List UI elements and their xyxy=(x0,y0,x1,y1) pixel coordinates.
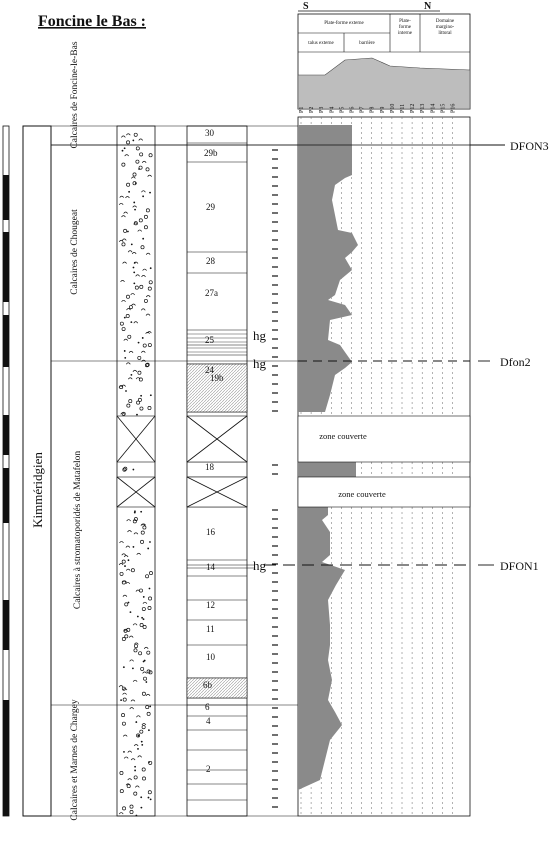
shell-symbol xyxy=(119,813,123,815)
bed-number: 18 xyxy=(205,462,214,472)
grain-symbol xyxy=(142,195,144,197)
grain-symbol xyxy=(137,616,139,618)
unit-chargey: Calcaires et Marnes de Chargey xyxy=(70,699,80,821)
environment-curve-panel xyxy=(298,117,470,816)
formation-units xyxy=(51,41,298,820)
grain-symbol xyxy=(134,766,136,768)
shell-symbol xyxy=(133,680,137,682)
shell-symbol xyxy=(137,553,141,555)
shell-symbol xyxy=(131,177,135,179)
shell-symbol xyxy=(126,546,130,548)
env-barrier: barrière xyxy=(359,41,375,46)
grain-symbol xyxy=(150,394,152,396)
grain-symbol xyxy=(135,721,137,723)
grain-symbol xyxy=(140,395,142,397)
ooid-symbol xyxy=(139,378,142,381)
ooid-symbol xyxy=(122,163,125,166)
bed-number: 12 xyxy=(206,600,215,610)
column-label: P1 xyxy=(299,106,305,113)
sequence-dfon3: DFON3 xyxy=(510,139,549,153)
grain-symbol xyxy=(120,699,122,701)
ooid-symbol xyxy=(127,404,130,407)
hardground-label: hg xyxy=(253,356,266,371)
shell-symbol xyxy=(141,309,145,311)
shell-symbol xyxy=(136,716,140,718)
ooid-symbol xyxy=(142,607,145,610)
ooid-symbol xyxy=(133,173,136,176)
column-label: P9 xyxy=(379,106,386,113)
grain-symbol xyxy=(127,231,129,233)
shell-symbol xyxy=(123,693,127,695)
ooid-symbol xyxy=(141,531,144,534)
shell-symbol xyxy=(123,595,127,597)
grain-symbol xyxy=(140,807,142,809)
ooid-symbol xyxy=(142,692,145,695)
ooid-symbol xyxy=(134,792,137,795)
grain-symbol xyxy=(134,262,136,264)
shell-symbol xyxy=(127,520,131,522)
shell-symbol xyxy=(146,314,150,316)
ooid-symbol xyxy=(127,628,130,631)
ooid-symbol xyxy=(122,327,125,330)
shell-symbol xyxy=(146,694,150,696)
ooid-symbol xyxy=(140,153,143,156)
grain-symbol xyxy=(130,611,132,613)
ooid-symbol xyxy=(130,810,133,813)
south-label: S xyxy=(303,1,309,12)
scale-bar xyxy=(3,126,9,816)
ooid-symbol xyxy=(139,652,142,655)
column-label: P4 xyxy=(329,106,336,113)
shell-symbol xyxy=(144,647,148,649)
ooid-symbol xyxy=(148,597,151,600)
grain-symbol xyxy=(133,546,135,548)
ooid-symbol xyxy=(147,712,150,715)
ooid-symbol xyxy=(123,698,126,701)
grain-symbol xyxy=(133,202,135,204)
ooid-symbol xyxy=(123,229,126,232)
ooid-symbol xyxy=(136,147,139,150)
shell-symbol xyxy=(143,269,147,271)
grain-symbol xyxy=(133,267,135,269)
bed-number: 19b xyxy=(210,373,224,383)
ooid-symbol xyxy=(122,722,125,725)
ooid-symbol xyxy=(122,807,125,810)
grain-symbol xyxy=(149,706,151,708)
ooid-symbol xyxy=(131,569,134,572)
bed-number: 14 xyxy=(206,562,215,572)
grain-symbol xyxy=(132,469,134,471)
ooid-symbol xyxy=(138,371,141,374)
grain-symbol xyxy=(142,238,144,240)
unit-matafelon: Calcaires à stromatoporidés de Matafelon xyxy=(73,450,83,610)
figure-title: Foncine le Bas : xyxy=(38,13,146,30)
env-outer-platform: Plate-forme externe xyxy=(324,21,364,26)
grain-symbol xyxy=(132,140,134,142)
column-label: P10 xyxy=(389,103,396,113)
shell-symbol xyxy=(148,175,152,177)
ooid-symbol xyxy=(134,645,137,648)
bed-number: 2 xyxy=(206,764,211,774)
grain-symbol xyxy=(143,661,145,663)
ooid-symbol xyxy=(139,166,142,169)
grain-symbol xyxy=(130,321,132,323)
shell-symbol xyxy=(128,378,132,380)
column-label: P3 xyxy=(319,106,326,113)
ooid-symbol xyxy=(122,412,125,415)
grain-symbol xyxy=(140,511,142,513)
bed-number: 10 xyxy=(206,652,215,662)
ooid-symbol xyxy=(129,399,132,402)
ooid-symbol xyxy=(143,526,146,529)
ooid-symbol xyxy=(135,286,138,289)
ooid-symbol xyxy=(146,705,149,708)
grain-symbol xyxy=(122,150,124,152)
shell-symbol xyxy=(125,196,129,198)
bed-number: 28 xyxy=(206,256,215,266)
grain-symbol xyxy=(134,770,136,772)
bed-number: 25 xyxy=(205,335,214,345)
grain-symbol xyxy=(148,797,150,799)
shell-symbol xyxy=(143,602,147,604)
grain-symbol xyxy=(141,744,143,746)
ooid-symbol xyxy=(139,589,142,592)
ooid-symbol xyxy=(143,677,146,680)
shell-symbol xyxy=(131,759,135,761)
depth-ticks xyxy=(272,150,278,807)
grain-symbol xyxy=(124,357,126,359)
grain-symbol xyxy=(133,271,135,273)
grain-symbol xyxy=(131,243,133,245)
grain-symbol xyxy=(150,267,152,269)
shell-symbol xyxy=(132,304,136,306)
env-marginal-domain: Domaine margino-littoral xyxy=(435,19,455,36)
column-label: P15 xyxy=(440,103,447,113)
shell-symbol xyxy=(132,252,136,254)
bed-number: 4 xyxy=(206,716,211,726)
stage-label: Kimméridgien xyxy=(30,452,45,528)
ooid-symbol xyxy=(149,281,152,284)
shell-symbol xyxy=(129,636,133,638)
sequence-dfon1: DFON1 xyxy=(500,559,539,573)
shell-symbol xyxy=(142,275,146,277)
ooid-symbol xyxy=(144,215,147,218)
grain-symbol xyxy=(124,565,126,567)
unit-foncine: Calcaires de Foncine-le-Bas xyxy=(70,41,80,149)
shell-symbol xyxy=(122,300,126,302)
ooid-symbol xyxy=(146,209,149,212)
grain-symbol xyxy=(149,192,151,194)
ooid-symbol xyxy=(144,299,147,302)
column-label: P7 xyxy=(359,106,366,113)
north-label: N xyxy=(424,1,432,12)
ooid-symbol xyxy=(134,133,137,136)
grain-symbol xyxy=(123,666,125,668)
shell-symbol xyxy=(133,624,137,626)
shell-symbol xyxy=(134,533,138,535)
grain-symbol xyxy=(128,602,130,604)
lithologic-log xyxy=(187,126,267,816)
column-label: P16 xyxy=(450,103,457,113)
grain-symbol xyxy=(138,342,140,344)
shell-symbol xyxy=(128,531,132,533)
shell-symbol xyxy=(133,206,137,208)
environment-header xyxy=(298,1,470,109)
shell-symbol xyxy=(134,322,138,324)
grain-symbol xyxy=(142,337,144,339)
ooid-symbol xyxy=(141,667,144,670)
grain-symbol xyxy=(136,414,138,416)
env-inner-platform: Plate-forme interne xyxy=(398,19,412,36)
shell-symbol xyxy=(138,230,142,232)
ooid-symbol xyxy=(148,406,151,409)
bed-number: 24 xyxy=(205,365,214,375)
ooid-symbol xyxy=(149,154,152,157)
shell-symbol xyxy=(128,251,132,253)
grain-symbol xyxy=(136,815,138,817)
column-label: P14 xyxy=(430,103,437,113)
bed-number: 6b xyxy=(203,680,212,690)
ooid-symbol xyxy=(146,168,149,171)
ooid-symbol xyxy=(127,183,130,186)
ooid-symbol xyxy=(147,670,150,673)
shell-symbol xyxy=(128,779,132,781)
grain-symbol xyxy=(149,588,151,590)
ooid-symbol xyxy=(148,791,151,794)
shell-symbol xyxy=(121,413,125,415)
shell-symbol xyxy=(138,756,142,758)
column-label: P11 xyxy=(400,103,406,113)
ooid-symbol xyxy=(120,322,123,325)
column-label: P13 xyxy=(420,103,427,113)
shell-symbol xyxy=(124,757,128,759)
ooid-symbol xyxy=(148,606,151,609)
ooid-symbol xyxy=(130,805,133,808)
ooid-symbol xyxy=(120,572,123,575)
ooid-symbol xyxy=(143,625,146,628)
hardground-label: hg xyxy=(253,558,266,573)
grain-symbol xyxy=(145,681,147,683)
shell-symbol xyxy=(126,569,130,571)
shell-symbol xyxy=(142,161,146,163)
bed-number: 6 xyxy=(205,702,210,712)
shell-symbol xyxy=(139,139,143,141)
ooid-symbol xyxy=(140,623,143,626)
ooid-symbol xyxy=(126,295,129,298)
column-label: P8 xyxy=(369,106,376,113)
ooid-symbol xyxy=(122,243,125,246)
env-outer-slope: talus externe xyxy=(308,41,334,46)
ooid-symbol xyxy=(126,141,129,144)
shell-symbol xyxy=(142,723,146,725)
grain-symbol xyxy=(150,798,152,800)
shell-symbol xyxy=(120,196,124,198)
shell-symbol xyxy=(131,700,135,702)
ooid-symbol xyxy=(128,335,131,338)
grain-symbol xyxy=(124,147,126,149)
ooid-symbol xyxy=(134,776,137,779)
grain-symbol xyxy=(128,191,130,193)
shell-symbol xyxy=(121,136,125,138)
column-label: P5 xyxy=(339,106,346,113)
ooid-symbol xyxy=(147,651,150,654)
shell-symbol xyxy=(134,643,138,645)
ooid-symbol xyxy=(142,777,145,780)
grain-symbol xyxy=(134,209,136,211)
grain-symbol xyxy=(137,748,139,750)
ooid-symbol xyxy=(140,730,143,733)
column-label: P2 xyxy=(309,106,316,113)
ooid-symbol xyxy=(120,771,123,774)
shell-symbol xyxy=(122,239,126,241)
grain-symbol xyxy=(133,283,135,285)
grain-symbol xyxy=(132,667,134,669)
ooid-symbol xyxy=(136,160,139,163)
shell-symbol xyxy=(126,363,130,365)
bed-number: 29b xyxy=(204,148,218,158)
ooid-symbol xyxy=(140,540,143,543)
ooid-symbol xyxy=(140,407,143,410)
shell-symbol xyxy=(121,216,125,218)
ooid-symbol xyxy=(142,768,145,771)
grain-symbol xyxy=(131,374,133,376)
column-label: P12 xyxy=(410,103,417,113)
shell-symbol xyxy=(130,708,134,710)
bed-number: 27a xyxy=(205,288,218,298)
ooid-symbol xyxy=(148,343,151,346)
profile-shape xyxy=(298,58,470,109)
ooid-symbol xyxy=(120,789,123,792)
shell-symbol xyxy=(124,212,128,214)
bed-number: 29 xyxy=(206,202,215,212)
covered-zone-1-label: zone couverte xyxy=(319,431,367,441)
column-label: P6 xyxy=(349,106,356,113)
grain-symbol xyxy=(147,548,149,550)
shell-symbol xyxy=(123,735,127,737)
grain-symbol xyxy=(123,751,125,753)
ooid-symbol xyxy=(138,356,141,359)
ooid-symbol xyxy=(122,637,125,640)
shell-symbol xyxy=(126,582,130,584)
shell-symbol xyxy=(119,686,123,688)
shell-symbol xyxy=(120,541,124,543)
grain-symbol xyxy=(125,390,127,392)
ooid-symbol xyxy=(149,571,152,574)
hardground-label: hg xyxy=(253,328,266,343)
ooid-symbol xyxy=(144,226,147,229)
shell-symbol xyxy=(146,253,150,255)
shell-symbol xyxy=(119,203,123,205)
ooid-symbol xyxy=(126,314,129,317)
grain-symbol xyxy=(141,741,143,743)
shell-symbol xyxy=(131,293,135,295)
ooid-symbol xyxy=(125,635,128,638)
shell-symbol xyxy=(122,554,126,556)
shell-symbol xyxy=(125,155,129,157)
shell-symbol xyxy=(133,370,137,372)
ooid-symbol xyxy=(134,649,137,652)
shell-symbol xyxy=(126,134,130,136)
ooid-symbol xyxy=(140,285,143,288)
ooid-symbol xyxy=(125,603,128,606)
ooid-symbol xyxy=(139,219,142,222)
grain-symbol xyxy=(134,510,136,512)
ooid-symbol xyxy=(121,713,124,716)
shell-symbol xyxy=(141,191,145,193)
ooid-symbol xyxy=(142,726,145,729)
shell-symbol xyxy=(146,295,150,297)
grain-symbol xyxy=(124,350,126,352)
shell-symbol xyxy=(124,555,128,557)
sequence-dfon2: Dfon2 xyxy=(500,355,531,369)
shell-symbol xyxy=(121,280,125,282)
ooid-symbol xyxy=(129,306,132,309)
bed-number: 16 xyxy=(206,527,215,537)
shell-symbol xyxy=(134,744,138,746)
ooid-symbol xyxy=(127,784,130,787)
shell-symbol xyxy=(119,563,123,565)
grain-symbol xyxy=(140,796,142,798)
shell-symbol xyxy=(129,351,133,353)
shell-symbol xyxy=(119,240,123,242)
grain-symbol xyxy=(141,617,143,619)
ooid-symbol xyxy=(138,398,141,401)
ooid-symbol xyxy=(143,344,146,347)
covered-zone-2-label: zone couverte xyxy=(338,489,386,499)
shell-symbol xyxy=(136,275,140,277)
ooid-symbol xyxy=(149,671,152,674)
bed-number: 30 xyxy=(205,128,214,138)
grain-symbol xyxy=(143,618,145,620)
ooid-symbol xyxy=(141,246,144,249)
ooid-symbol xyxy=(148,287,151,290)
bed-number: 11 xyxy=(206,624,215,634)
shell-symbol xyxy=(123,262,127,264)
grain-symbol xyxy=(148,729,150,731)
grain-symbol xyxy=(124,317,126,319)
shell-symbol xyxy=(128,751,132,753)
shell-symbol xyxy=(147,332,151,334)
ooid-symbol xyxy=(122,560,125,563)
shell-symbol xyxy=(135,786,139,788)
grain-symbol xyxy=(143,596,145,598)
shell-symbol xyxy=(141,351,145,353)
fossil-column xyxy=(117,126,155,816)
grain-symbol xyxy=(149,541,151,543)
grain-symbol xyxy=(128,559,130,561)
unit-chougeat: Calcaires de Chougeat xyxy=(70,209,80,295)
shell-symbol xyxy=(124,339,128,341)
shell-symbol xyxy=(130,660,134,662)
shell-symbol xyxy=(143,672,147,674)
ooid-symbol xyxy=(145,575,148,578)
